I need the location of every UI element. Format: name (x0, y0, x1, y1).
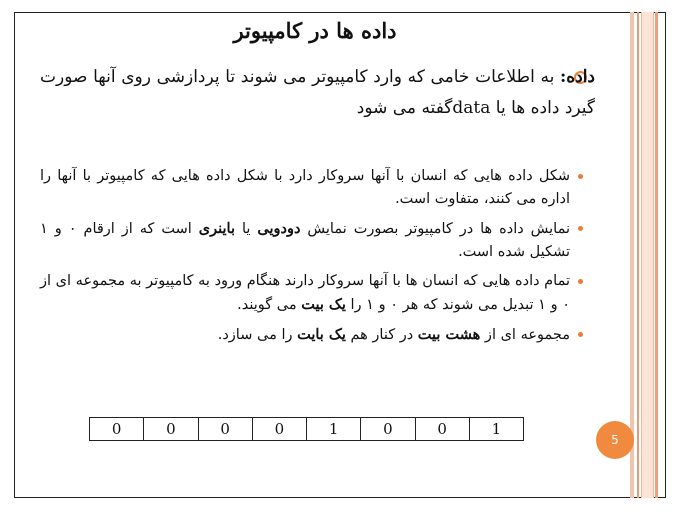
bullet-item (40, 165, 570, 211)
bullet-bold: هشت بیت (417, 326, 481, 343)
decorative-stripe (655, 12, 658, 498)
bullet-bold: یک بیت (301, 296, 346, 313)
bit-cell: 0 (198, 418, 252, 440)
decorative-stripe (630, 12, 634, 498)
bullet-item (40, 270, 570, 317)
bullet-text: است که از ارقام ۰ و ۱ تشکیل شده است. (40, 221, 570, 260)
intro-latin-term: data (452, 98, 491, 118)
bullet-item (40, 217, 570, 264)
bullet-text: مجموعه ای از (480, 327, 570, 343)
bullet-list (40, 165, 570, 353)
bit-cell: 0 (415, 418, 469, 440)
bullet-text: را می سازد. (217, 327, 298, 343)
intro-text: به اطلاعات خامی که وارد کامپیوتر می شوند تا پردازشی روی آنها صورت گیرد داده ها یا (40, 67, 595, 118)
bullet-item (40, 323, 570, 347)
byte-table (89, 417, 524, 441)
intro-paragraph (40, 62, 595, 124)
bullet-text: در کنار هم (345, 327, 418, 343)
bit-cell: 1 (469, 418, 523, 440)
bullet-text: تمام داده هایی که انسان ها با آنها سروکار دارند هنگام ورود به کامپیوتر به مجموعه ای از ۰ و ۱ تبدیل می شوند که هر ۰ و ۱ را (40, 273, 570, 313)
bit-cell: 0 (360, 418, 414, 440)
bullet-text: می گویند. (237, 297, 302, 313)
page-number-badge: 5 (596, 421, 634, 459)
bullet-text: شکل داده هایی که انسان با آنها سروکار دارد با شکل داده هایی که کامپیوتر با آنها را اداره می کنند، متفاوت است. (40, 168, 570, 207)
bit-cell: 1 (306, 418, 360, 440)
intro-term: داده: (559, 67, 595, 87)
decorative-stripe (637, 12, 639, 498)
bit-cell: 0 (252, 418, 306, 440)
bullet-text: یا (235, 221, 258, 237)
bit-cell: 0 (111, 420, 122, 438)
bullet-bold: یک بایت (297, 326, 346, 343)
bullet-bold: دودویی (257, 220, 301, 237)
slide-title: داده ها در کامپیوتر (233, 18, 397, 43)
intro-text-end: گفته می شود (356, 98, 453, 118)
bullet-bold: باینری (198, 220, 235, 237)
decorative-stripe (641, 12, 654, 498)
bit-cell: 0 (143, 418, 197, 440)
bullet-text: نمایش داده ها در کامپیوتر بصورت نمایش (300, 221, 571, 237)
